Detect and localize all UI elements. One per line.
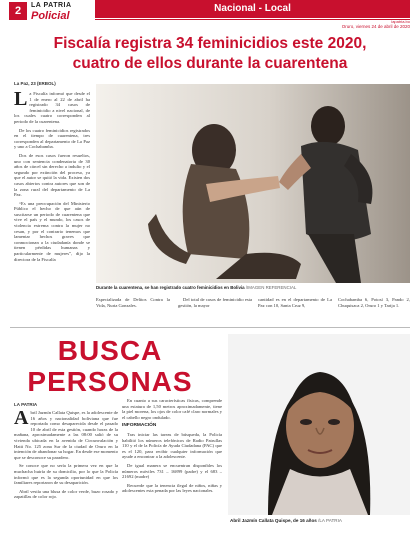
headline-line-1: Fiscalía registra 34 feminicidios este 2020, xyxy=(53,35,367,52)
article-byline: La Paz, 23 (ERBOL) xyxy=(14,81,56,86)
article-paragraph: Dos de esos casos fueron resueltos, uno con sentencia condenatoria de 30 años de cárcel sin derecho a indulto y el segundo por extinción del proceso, ya que el autor se quitó la vida. Existen dos casos abiertos contra autores que son de la zona rural del departamento de La Paz. xyxy=(14,152,90,198)
article-photo-caption xyxy=(96,285,296,290)
violence-scene-image xyxy=(96,84,410,283)
article-column-4 xyxy=(258,297,332,311)
missing-paragraph: De igual manera se encuentran disponibles los números móviles 731 – 16899 (padre) y el 683 – 21692 (madre) xyxy=(122,462,222,480)
header-rule xyxy=(95,19,410,20)
missing-paragraph: Se conoce que no sería la primera vez en que la muchacha huiría de su domicilio, por lo que la Policía informó que es la segunda oportunidad en que los familiares reportaron de su desaparición. xyxy=(14,463,118,486)
article-paragraph: Cochabamba 6, Potosí 3, Pando 2, Chuquisaca 2, Oruro 1 y Tarija 1. xyxy=(338,297,410,308)
article-paragraph: cantidad es en el departamento de La Paz con 10, Santa Cruz 9, xyxy=(258,297,332,308)
caption-credit: /LA PATRIA xyxy=(318,518,342,523)
missing-title xyxy=(10,335,210,397)
article-column-2 xyxy=(96,297,170,311)
missing-paragraph: Tras iniciar las tareas de búsqueda, la Policía habilitó los números telefónicos de Radio Patrullas 110 y el de la Policía de Ayuda Ciudadana (PAC) que es el 120, para recibir cualquier información que ayude a encontrar a la adolescente. xyxy=(122,431,222,460)
article-dropcap: L xyxy=(14,91,28,110)
missing-byline: LA PATRIA xyxy=(14,402,38,407)
article-paragraph: a Fiscalía informó que desde el 1 de enero al 22 de abril ha registrado 34 casos de feminicidio a nivel nacional, de los cuales cuatro corresponden al periodo de la cuarentena. xyxy=(14,91,90,124)
article-photo xyxy=(96,84,410,283)
missing-paragraph: Abril vestía una blusa de color verde, buzo rosado y zapatillas de color rojo. xyxy=(14,488,118,500)
headline-line-2: cuatro de ellos durante la cuarentena xyxy=(72,55,348,72)
missing-column-2 xyxy=(122,398,222,540)
portrait-image xyxy=(228,334,410,515)
page-header xyxy=(0,0,420,27)
article-column-5 xyxy=(338,297,410,311)
missing-title-line-2: PERSONAS xyxy=(27,366,193,397)
caption-text: Abril Jazmín Callata Quispe, de 16 años xyxy=(230,518,317,523)
missing-dropcap: A xyxy=(14,410,29,429)
page-number: 2 xyxy=(9,2,27,20)
site-name: lapatria.bo xyxy=(391,19,410,24)
caption-credit: /IMAGEN REFERENCIAL xyxy=(245,285,297,290)
article-column-1 xyxy=(14,91,90,331)
article-paragraph: Del total de casos de feminicidio esta gestión, la mayor xyxy=(178,297,252,308)
article-paragraph: “Es una preocupación del Ministerio Público el hecho de que aún de suscitarse un periodo de cuarentena que vive el país y el mundo, los casos de violencia extrema contra la mujer no cesan, y por el contrario tenemos que lamentar hechos graves que conmocionan a la ciudadanía donde se tienen pérdidas humanas y particularmente de mujeres”, dijo la directora de la Fiscalía xyxy=(14,200,90,262)
missing-title-line-1: BUSCA xyxy=(57,335,163,366)
article-headline xyxy=(10,34,410,74)
missing-paragraph: En cuanto a sus características físicas, comprende una estatura de 1,50 metros aproximadamente, tiene la piel morena, los ojos de color café claro normales y el cabello negro ondulado. xyxy=(122,398,222,420)
section-divider xyxy=(10,327,410,328)
missing-paragraph: Recuerde que la tenencia ilegal de niños, niñas y adolescentes esta penada por las leyes nacionales. xyxy=(122,482,222,494)
masthead-label: LA PATRIA xyxy=(31,2,72,9)
dateline: Oruro, viernes 24 de abril de 2020 xyxy=(341,24,410,29)
caption-text: Durante la cuarentena, se han registrado cuatro feminicidios en Bolivia xyxy=(96,285,245,290)
missing-person-photo xyxy=(228,334,410,515)
info-heading: INFORMACIÓN xyxy=(122,423,157,429)
missing-photo-caption xyxy=(230,518,342,523)
section-bar xyxy=(95,0,410,18)
missing-column-1 xyxy=(14,410,118,540)
article-paragraph: De los cuatro feminicidios registrados en el tiempo de cuarentena, tres corresponden al departamento de La Paz y uno a Cochabamba. xyxy=(14,127,90,150)
masthead-section-name: Policial xyxy=(31,10,70,22)
missing-paragraph: bril Jazmín Callata Quispe, es la adolescente de 16 años y nacionalidad boliviana que fue reportada como desaparecida desde el pasado 10 de abril de esta gestión, cuando horas de la mañana, aproximadamente a las 08:00 salió de su vivienda ubicada en la avenida de Circunvalación y Hatti No. 125 zona Sur de la ciudad de Oruro en la intención de abandonar su hogar. En desde ese momento que se desconoce su paradero. xyxy=(14,410,118,460)
section-label: Nacional - Local xyxy=(214,3,291,14)
article-column-3 xyxy=(178,297,252,311)
article-paragraph: Especializada de Delitos Contra la Vida, Nuria Gonzales. xyxy=(96,297,170,308)
